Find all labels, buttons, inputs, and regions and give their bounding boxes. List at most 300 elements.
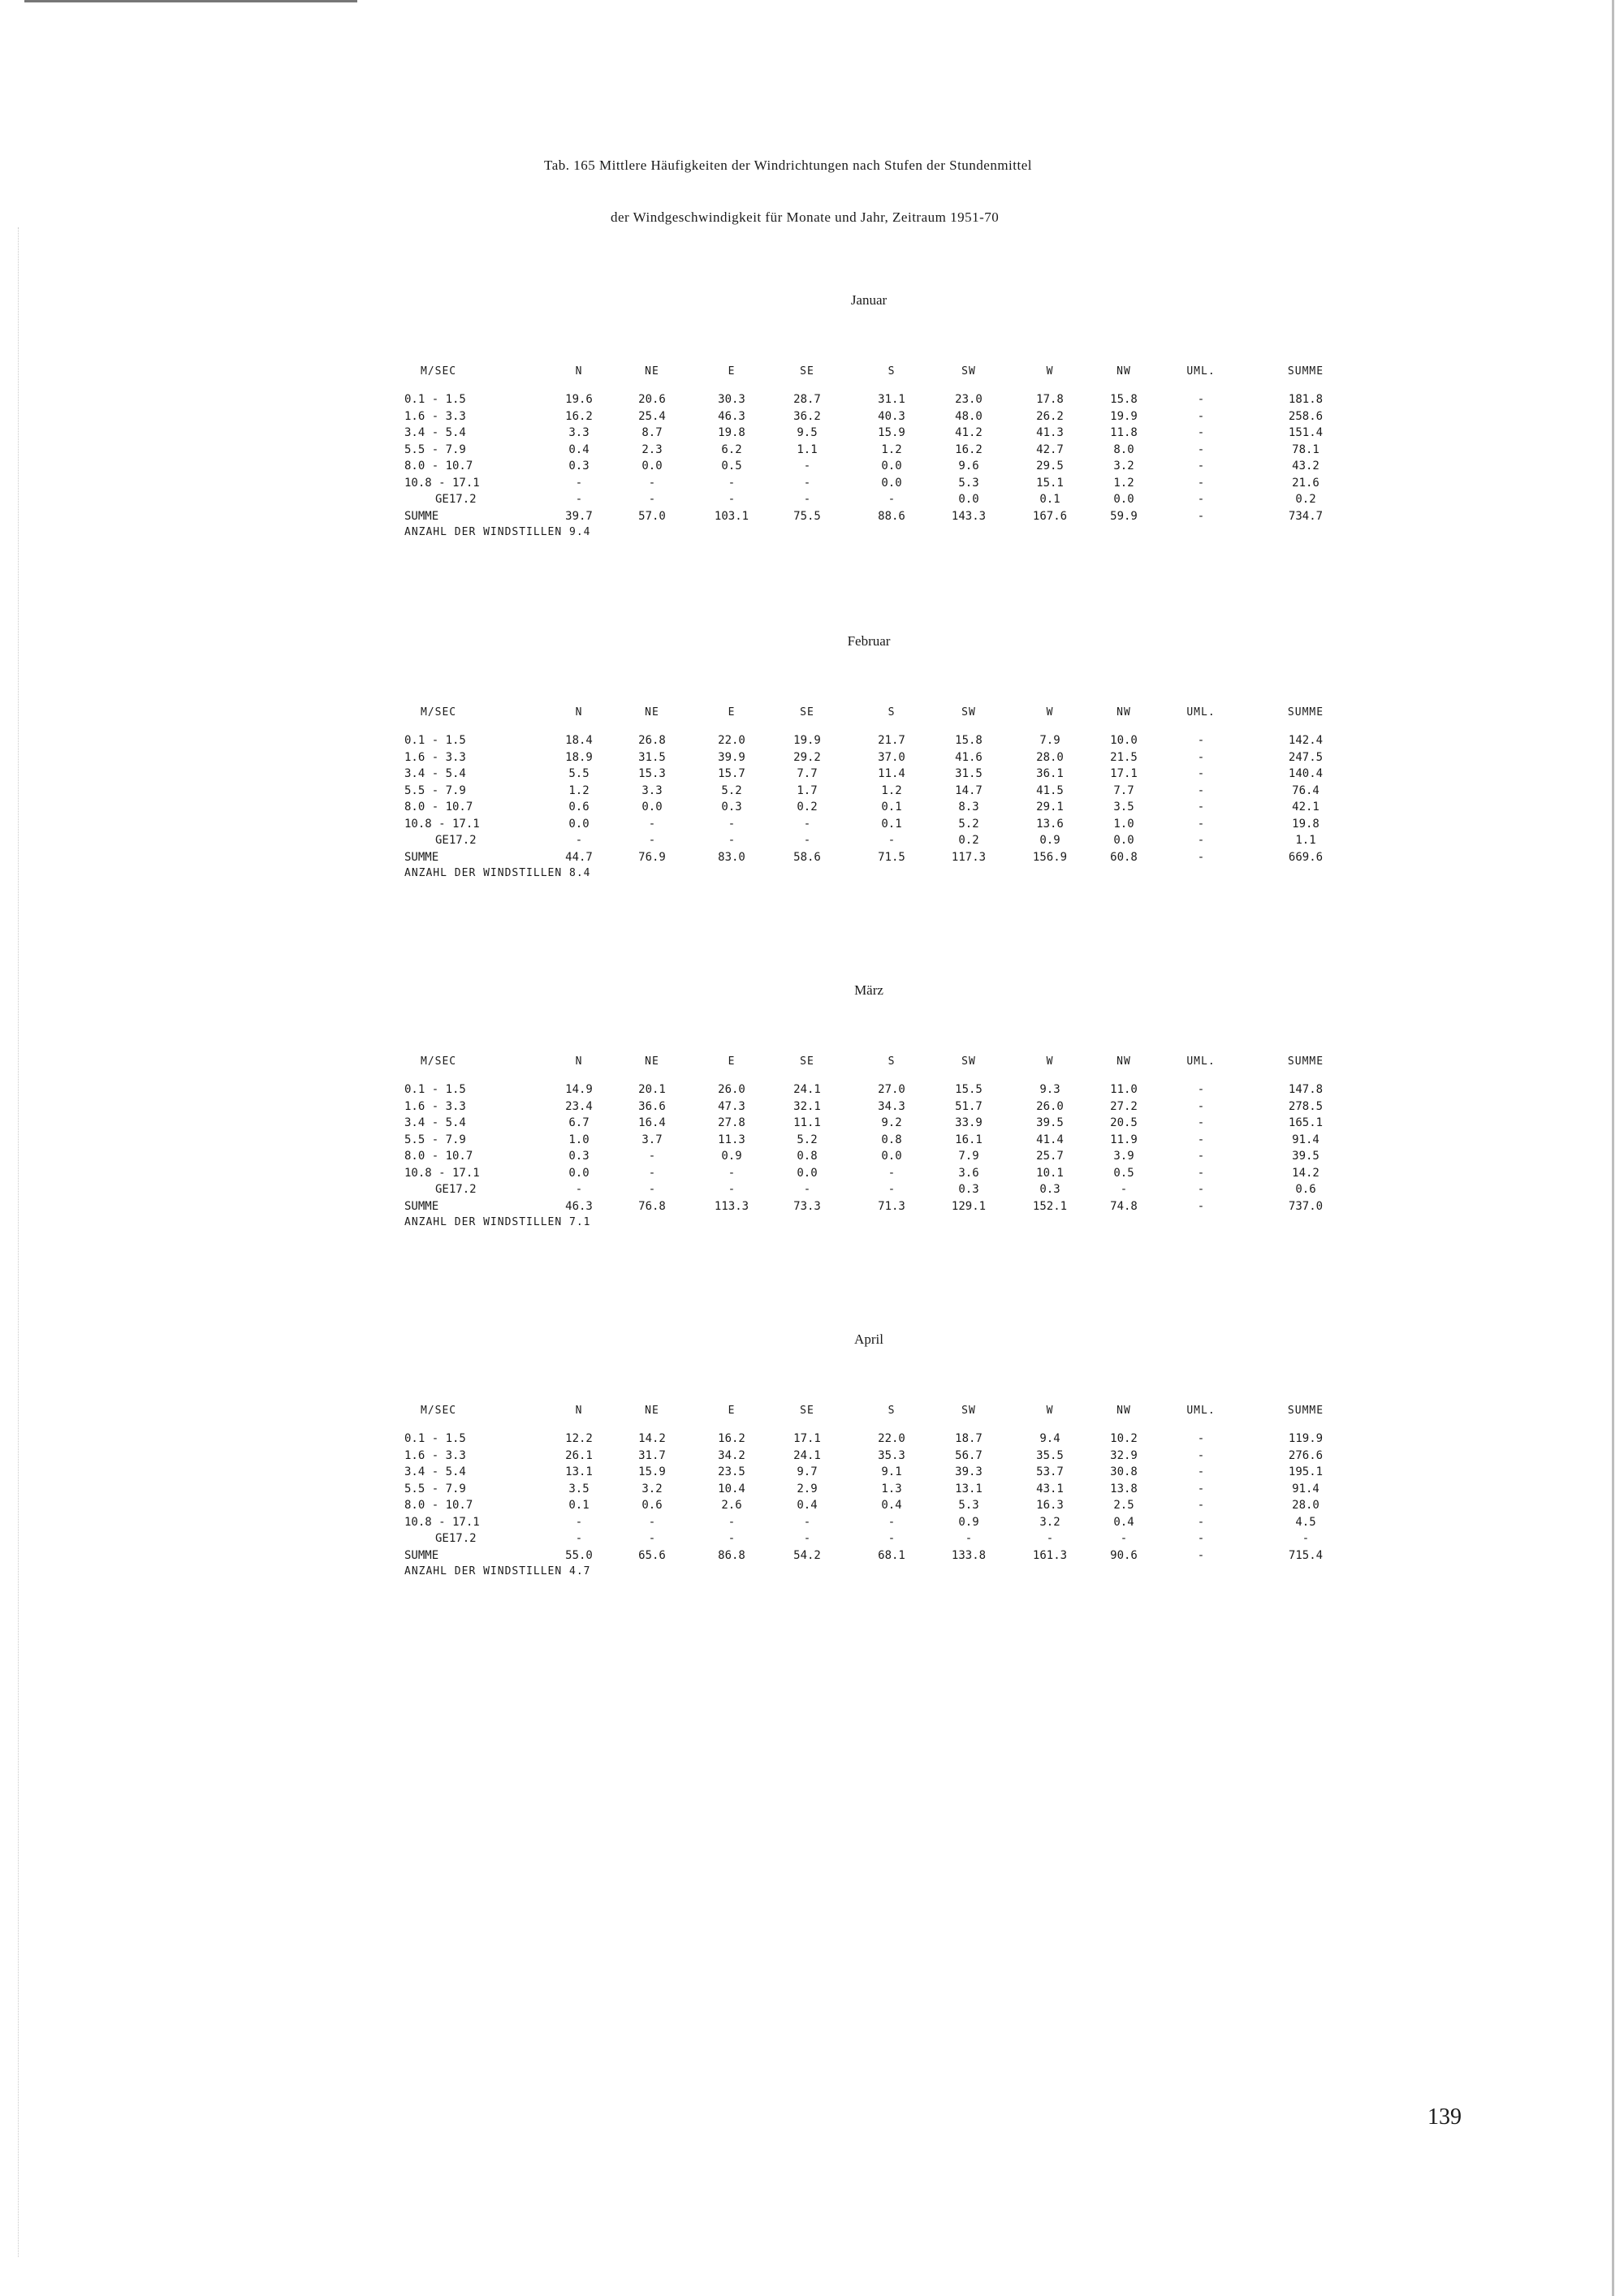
table-cell: 5.2	[721, 783, 742, 797]
speed-class-label: 1.6 - 3.3	[404, 409, 466, 423]
table-cell: 54.2	[793, 1548, 821, 1562]
table-cell: -	[648, 476, 656, 490]
table-cell: 22.0	[718, 734, 745, 747]
table-row	[390, 1167, 1348, 1181]
table-cell: -	[728, 1166, 736, 1180]
table-cell: -	[575, 1515, 583, 1529]
table-cell: 14.2	[1292, 1166, 1320, 1180]
table-cell: 19.6	[565, 393, 593, 406]
column-header: NE	[645, 1055, 659, 1068]
table-cell: -	[888, 1515, 896, 1529]
table-cell: 0.9	[1039, 834, 1060, 847]
table-cell: 32.1	[793, 1099, 821, 1113]
table-cell: 13.6	[1036, 817, 1064, 831]
table-row	[390, 410, 1348, 425]
month-title: März	[854, 982, 883, 998]
table-cell: 0.0	[1113, 834, 1134, 847]
table-cell: -	[1120, 1532, 1128, 1545]
table-cell: 6.7	[568, 1116, 590, 1129]
table-cell: 0.1	[1039, 493, 1060, 506]
table-row	[390, 734, 1348, 749]
table-cell: 151.4	[1288, 426, 1324, 439]
table-cell: 39.5	[1036, 1116, 1064, 1129]
table-row	[390, 493, 1348, 507]
table-cell: 56.7	[955, 1448, 983, 1462]
column-header: M/SEC	[421, 706, 457, 719]
table-cell: 14.2	[638, 1432, 666, 1445]
table-cell: -	[728, 493, 736, 506]
column-header: UML.	[1186, 365, 1216, 378]
table-cell: 22.0	[878, 1432, 905, 1445]
table-cell: 1.2	[1113, 476, 1134, 490]
table-cell: 2.9	[797, 1482, 818, 1495]
table-cell: 42.1	[1292, 801, 1320, 814]
table-cell: 35.5	[1036, 1448, 1064, 1462]
table-cell: 103.1	[714, 509, 749, 523]
speed-class-label: GE17.2	[435, 1183, 477, 1196]
table-cell: 15.5	[955, 1083, 983, 1096]
column-header: W	[1046, 1405, 1054, 1417]
table-row	[390, 834, 1348, 848]
table-cell: -	[648, 1532, 656, 1545]
table-cell: -	[648, 1515, 656, 1529]
column-header: E	[728, 1055, 736, 1068]
table-cell: 8.3	[958, 801, 979, 814]
table-cell: 57.0	[638, 509, 666, 523]
table-cell: -	[888, 1532, 896, 1545]
column-header: NE	[645, 706, 659, 719]
column-header: M/SEC	[421, 1405, 457, 1417]
table-cell: 3.3	[641, 783, 663, 797]
table-cell: -	[1046, 1532, 1054, 1545]
table-cell: 43.2	[1292, 460, 1320, 473]
table-cell: 3.5	[1113, 801, 1134, 814]
table-cell: 0.6	[641, 1499, 663, 1512]
table-cell: 86.8	[718, 1548, 745, 1562]
table-cell: -	[1197, 1083, 1205, 1096]
table-cell: 36.6	[638, 1099, 666, 1113]
table-cell: 15.9	[878, 426, 905, 439]
table-cell: 9.7	[797, 1465, 818, 1478]
table-cell: 734.7	[1288, 509, 1324, 523]
speed-class-label: 8.0 - 10.7	[404, 460, 473, 473]
table-cell: 165.1	[1288, 1116, 1324, 1129]
table-cell: -	[1197, 1448, 1205, 1462]
table-cell: 9.6	[958, 460, 979, 473]
table-cell: 76.4	[1292, 783, 1320, 797]
table-cell: 0.0	[641, 460, 663, 473]
column-header: W	[1046, 365, 1054, 378]
table-cell: -	[648, 493, 656, 506]
table-cell: 44.7	[565, 850, 593, 864]
table-cell: 1.0	[1113, 817, 1134, 831]
table-cell: 28.0	[1292, 1499, 1320, 1512]
table-cell: 16.2	[565, 409, 593, 423]
table-cell: 0.0	[797, 1166, 818, 1180]
table-cell: 35.3	[878, 1448, 905, 1462]
table-cell: -	[1197, 1133, 1205, 1146]
table-row	[390, 1482, 1348, 1497]
table-cell: 2.6	[721, 1499, 742, 1512]
table-cell: 3.2	[641, 1482, 663, 1495]
table-cell: -	[803, 493, 811, 506]
column-header: UML.	[1186, 1405, 1216, 1417]
column-header: W	[1046, 1055, 1054, 1068]
table-cell: -	[1197, 393, 1205, 406]
table-cell: 0.4	[1113, 1515, 1134, 1529]
table-cell: 53.7	[1036, 1465, 1064, 1478]
table-cell: 0.0	[958, 493, 979, 506]
table-cell: -	[1197, 850, 1205, 864]
table-cell: -	[1197, 1548, 1205, 1562]
table-row	[390, 751, 1348, 766]
table-cell: 40.3	[878, 409, 905, 423]
table-cell: 2.3	[641, 442, 663, 456]
column-header: SE	[800, 365, 814, 378]
table-cell: 0.0	[568, 817, 590, 831]
table-row	[390, 443, 1348, 458]
table-cell: -	[1197, 493, 1205, 506]
table-cell: 0.3	[568, 1150, 590, 1163]
table-cell: 0.2	[958, 834, 979, 847]
table-cell: 71.5	[878, 850, 905, 864]
column-header: E	[728, 706, 736, 719]
table-caption-line1: Tab. 165 Mittlere Häufigkeiten der Windrichtungen nach Stufen der Stundenmittel	[544, 158, 1032, 173]
table-cell: 31.5	[638, 750, 666, 764]
table-cell: 11.3	[718, 1133, 745, 1146]
speed-class-label: 1.6 - 3.3	[404, 750, 466, 764]
table-cell: -	[803, 476, 811, 490]
column-header: UML.	[1186, 706, 1216, 719]
table-cell: -	[575, 834, 583, 847]
column-header: SW	[961, 365, 976, 378]
table-cell: 1.3	[881, 1482, 902, 1495]
table-cell: -	[803, 1183, 811, 1196]
table-cell: 16.4	[638, 1116, 666, 1129]
table-cell: 117.3	[951, 850, 987, 864]
table-cell: 30.8	[1110, 1465, 1138, 1478]
table-cell: 15.7	[718, 767, 745, 780]
table-cell: 31.5	[955, 767, 983, 780]
calm-count-value: 7.1	[569, 1216, 591, 1228]
table-cell: 13.1	[565, 1465, 593, 1478]
table-cell: 12.2	[565, 1432, 593, 1445]
table-cell: -	[1197, 1199, 1205, 1213]
table-row	[390, 1549, 1348, 1564]
table-cell: -	[1197, 426, 1205, 439]
table-cell: 71.3	[878, 1199, 905, 1213]
speed-class-label: 3.4 - 5.4	[404, 426, 466, 439]
table-row	[390, 510, 1348, 524]
table-cell: -	[965, 1532, 973, 1545]
speed-class-label: 1.6 - 3.3	[404, 1099, 466, 1113]
table-cell: 7.7	[1113, 783, 1134, 797]
speed-class-label: SUMME	[404, 509, 439, 523]
table-cell: 0.2	[797, 801, 818, 814]
table-cell: 0.1	[881, 801, 902, 814]
column-header: NW	[1116, 706, 1131, 719]
table-cell: 0.4	[797, 1499, 818, 1512]
speed-class-label: 0.1 - 1.5	[404, 1432, 466, 1445]
table-cell: 7.9	[1039, 734, 1060, 747]
table-row	[390, 1432, 1348, 1447]
table-cell: -	[888, 1166, 896, 1180]
table-cell: 24.1	[793, 1448, 821, 1462]
table-cell: 29.5	[1036, 460, 1064, 473]
table-row	[390, 477, 1348, 491]
table-cell: -	[1197, 1432, 1205, 1445]
table-row	[390, 460, 1348, 474]
table-cell: -	[1197, 1499, 1205, 1512]
table-cell: 0.5	[1113, 1166, 1134, 1180]
table-cell: 41.6	[955, 750, 983, 764]
table-cell: 0.4	[568, 442, 590, 456]
table-cell: -	[1197, 1183, 1205, 1196]
table-row	[390, 784, 1348, 799]
table-cell: 5.2	[797, 1133, 818, 1146]
column-header: SUMME	[1287, 1055, 1324, 1068]
table-cell: 41.4	[1036, 1133, 1064, 1146]
table-row	[390, 1499, 1348, 1513]
table-cell: 0.1	[881, 817, 902, 831]
column-header: S	[888, 706, 896, 719]
month-title: April	[854, 1331, 883, 1347]
table-cell: 0.1	[568, 1499, 590, 1512]
table-cell: 10.4	[718, 1482, 745, 1495]
calm-count-line	[404, 1216, 591, 1228]
table-cell: 29.1	[1036, 801, 1064, 814]
table-cell: 20.1	[638, 1083, 666, 1096]
table-cell: -	[803, 817, 811, 831]
table-cell: 10.1	[1036, 1166, 1064, 1180]
table-cell: 9.4	[1039, 1432, 1060, 1445]
table-cell: 68.1	[878, 1548, 905, 1562]
speed-class-label: 8.0 - 10.7	[404, 1499, 473, 1512]
table-cell: 0.3	[568, 460, 590, 473]
table-cell: 119.9	[1288, 1432, 1324, 1445]
table-cell: -	[575, 476, 583, 490]
table-cell: -	[1197, 476, 1205, 490]
table-row	[390, 1116, 1348, 1131]
calm-count-label: ANZAHL DER WINDSTILLEN	[404, 867, 563, 879]
calm-count-line	[404, 867, 591, 879]
table-cell: -	[1197, 750, 1205, 764]
table-cell: 5.5	[568, 767, 590, 780]
month-title: Januar	[850, 292, 888, 308]
table-cell: 20.5	[1110, 1116, 1138, 1129]
table-cell: 0.3	[721, 801, 742, 814]
table-cell: 3.9	[1113, 1150, 1134, 1163]
table-cell: 26.1	[565, 1448, 593, 1462]
table-cell: 47.3	[718, 1099, 745, 1113]
table-cell: -	[1197, 783, 1205, 797]
table-cell: 27.8	[718, 1116, 745, 1129]
table-cell: 39.9	[718, 750, 745, 764]
calm-count-line	[404, 1565, 591, 1577]
table-row	[390, 801, 1348, 815]
table-cell: 15.1	[1036, 476, 1064, 490]
calm-count-value: 4.7	[569, 1565, 591, 1577]
table-cell: 46.3	[565, 1199, 593, 1213]
table-row	[390, 393, 1348, 408]
table-cell: 51.7	[955, 1099, 983, 1113]
table-cell: 39.7	[565, 509, 593, 523]
table-cell: -	[1197, 1532, 1205, 1545]
table-cell: 0.6	[568, 801, 590, 814]
table-cell: 0.9	[958, 1515, 979, 1529]
table-cell: -	[648, 834, 656, 847]
table-cell: 0.3	[1039, 1183, 1060, 1196]
table-cell: 48.0	[955, 409, 983, 423]
table-cell: 26.2	[1036, 409, 1064, 423]
table-cell: 28.0	[1036, 750, 1064, 764]
table-cell: 10.0	[1110, 734, 1138, 747]
table-cell: 17.1	[793, 1432, 821, 1445]
table-cell: 39.5	[1292, 1150, 1320, 1163]
table-cell: 278.5	[1288, 1099, 1324, 1113]
table-cell: 42.7	[1036, 442, 1064, 456]
table-cell: 15.8	[1110, 393, 1138, 406]
table-row	[390, 1100, 1348, 1115]
table-cell: 195.1	[1288, 1465, 1324, 1478]
column-header: E	[728, 365, 736, 378]
table-cell: 11.0	[1110, 1083, 1138, 1096]
table-cell: 19.8	[1292, 817, 1320, 831]
table-cell: 276.6	[1288, 1448, 1324, 1462]
calm-count-label: ANZAHL DER WINDSTILLEN	[404, 526, 563, 538]
column-header: SUMME	[1287, 706, 1324, 719]
speed-class-label: 8.0 - 10.7	[404, 801, 473, 814]
table-cell: 3.2	[1039, 1515, 1060, 1529]
table-cell: 13.8	[1110, 1482, 1138, 1495]
table-cell: 25.7	[1036, 1150, 1064, 1163]
table-cell: 142.4	[1288, 734, 1324, 747]
speed-class-label: SUMME	[404, 1199, 439, 1213]
table-cell: 2.5	[1113, 1499, 1134, 1512]
speed-class-label: 3.4 - 5.4	[404, 767, 466, 780]
table-cell: 7.9	[958, 1150, 979, 1163]
speed-class-label: SUMME	[404, 850, 439, 864]
table-cell: 27.0	[878, 1083, 905, 1096]
table-cell: 1.2	[881, 783, 902, 797]
table-cell: 0.8	[881, 1133, 902, 1146]
table-cell: 39.3	[955, 1465, 983, 1478]
table-cell: -	[1197, 409, 1205, 423]
table-cell: -	[888, 834, 896, 847]
table-cell: 5.3	[958, 476, 979, 490]
table-cell: 33.9	[955, 1116, 983, 1129]
column-header: SE	[800, 1405, 814, 1417]
table-cell: -	[728, 834, 736, 847]
table-cell: 4.5	[1295, 1515, 1316, 1529]
column-header: E	[728, 1405, 736, 1417]
column-header: SUMME	[1287, 1405, 1324, 1417]
table-cell: 9.3	[1039, 1083, 1060, 1096]
table-cell: 34.2	[718, 1448, 745, 1462]
table-cell: 13.1	[955, 1482, 983, 1495]
table-cell: 0.5	[721, 460, 742, 473]
table-cell: 669.6	[1288, 850, 1324, 864]
table-cell: -	[575, 493, 583, 506]
table-cell: 0.9	[721, 1150, 742, 1163]
table-cell: 18.9	[565, 750, 593, 764]
table-cell: 46.3	[718, 409, 745, 423]
table-cell: 36.2	[793, 409, 821, 423]
calm-count-value: 9.4	[569, 526, 591, 538]
column-header: S	[888, 1405, 896, 1417]
table-cell: 143.3	[951, 509, 987, 523]
table-cell: 20.6	[638, 393, 666, 406]
table-cell: -	[1197, 1150, 1205, 1163]
table-cell: 15.3	[638, 767, 666, 780]
table-cell: 0.6	[1295, 1183, 1316, 1196]
table-cell: -	[1120, 1183, 1128, 1196]
table-cell: 28.7	[793, 393, 821, 406]
month-title: Februar	[847, 633, 891, 649]
table-cell: 59.9	[1110, 509, 1138, 523]
page-number: 139	[1427, 2104, 1462, 2130]
table-cell: 5.3	[958, 1499, 979, 1512]
table-cell: -	[888, 493, 896, 506]
table-cell: 41.5	[1036, 783, 1064, 797]
table-cell: -	[575, 1532, 583, 1545]
table-row	[390, 1200, 1348, 1215]
table-cell: 7.7	[797, 767, 818, 780]
table-cell: 147.8	[1288, 1083, 1324, 1096]
table-cell: 73.3	[793, 1199, 821, 1213]
table-cell: -	[648, 1150, 656, 1163]
table-cell: 9.2	[881, 1116, 902, 1129]
table-cell: 9.5	[797, 426, 818, 439]
table-cell: 161.3	[1032, 1548, 1068, 1562]
column-header: NW	[1116, 365, 1131, 378]
table-row	[390, 1465, 1348, 1480]
speed-class-label: 8.0 - 10.7	[404, 1150, 473, 1163]
speed-class-label: 0.1 - 1.5	[404, 1083, 466, 1096]
speed-class-label: 5.5 - 7.9	[404, 1133, 466, 1146]
table-cell: 0.8	[797, 1150, 818, 1163]
month-table	[390, 982, 1348, 1307]
table-cell: 15.9	[638, 1465, 666, 1478]
column-header: NW	[1116, 1405, 1131, 1417]
table-cell: 24.1	[793, 1083, 821, 1096]
table-cell: 90.6	[1110, 1548, 1138, 1562]
column-header: SW	[961, 1405, 976, 1417]
column-header: SW	[961, 1055, 976, 1068]
table-cell: 18.4	[565, 734, 593, 747]
table-cell: 76.8	[638, 1199, 666, 1213]
table-cell: 41.3	[1036, 426, 1064, 439]
table-cell: 737.0	[1288, 1199, 1324, 1213]
month-table	[390, 633, 1348, 958]
table-cell: -	[728, 817, 736, 831]
table-cell: 10.2	[1110, 1432, 1138, 1445]
table-cell: 6.2	[721, 442, 742, 456]
speed-class-label: 10.8 - 17.1	[404, 1515, 480, 1529]
table-cell: -	[1197, 767, 1205, 780]
table-cell: 11.9	[1110, 1133, 1138, 1146]
table-cell: -	[1197, 509, 1205, 523]
left-margin-dots	[18, 227, 19, 2257]
column-header: M/SEC	[421, 1055, 457, 1068]
table-cell: 16.2	[718, 1432, 745, 1445]
table-cell: 0.0	[568, 1166, 590, 1180]
table-cell: 3.3	[568, 426, 590, 439]
table-cell: 21.7	[878, 734, 905, 747]
table-cell: -	[1197, 1515, 1205, 1529]
table-cell: 1.2	[568, 783, 590, 797]
table-cell: 11.8	[1110, 426, 1138, 439]
